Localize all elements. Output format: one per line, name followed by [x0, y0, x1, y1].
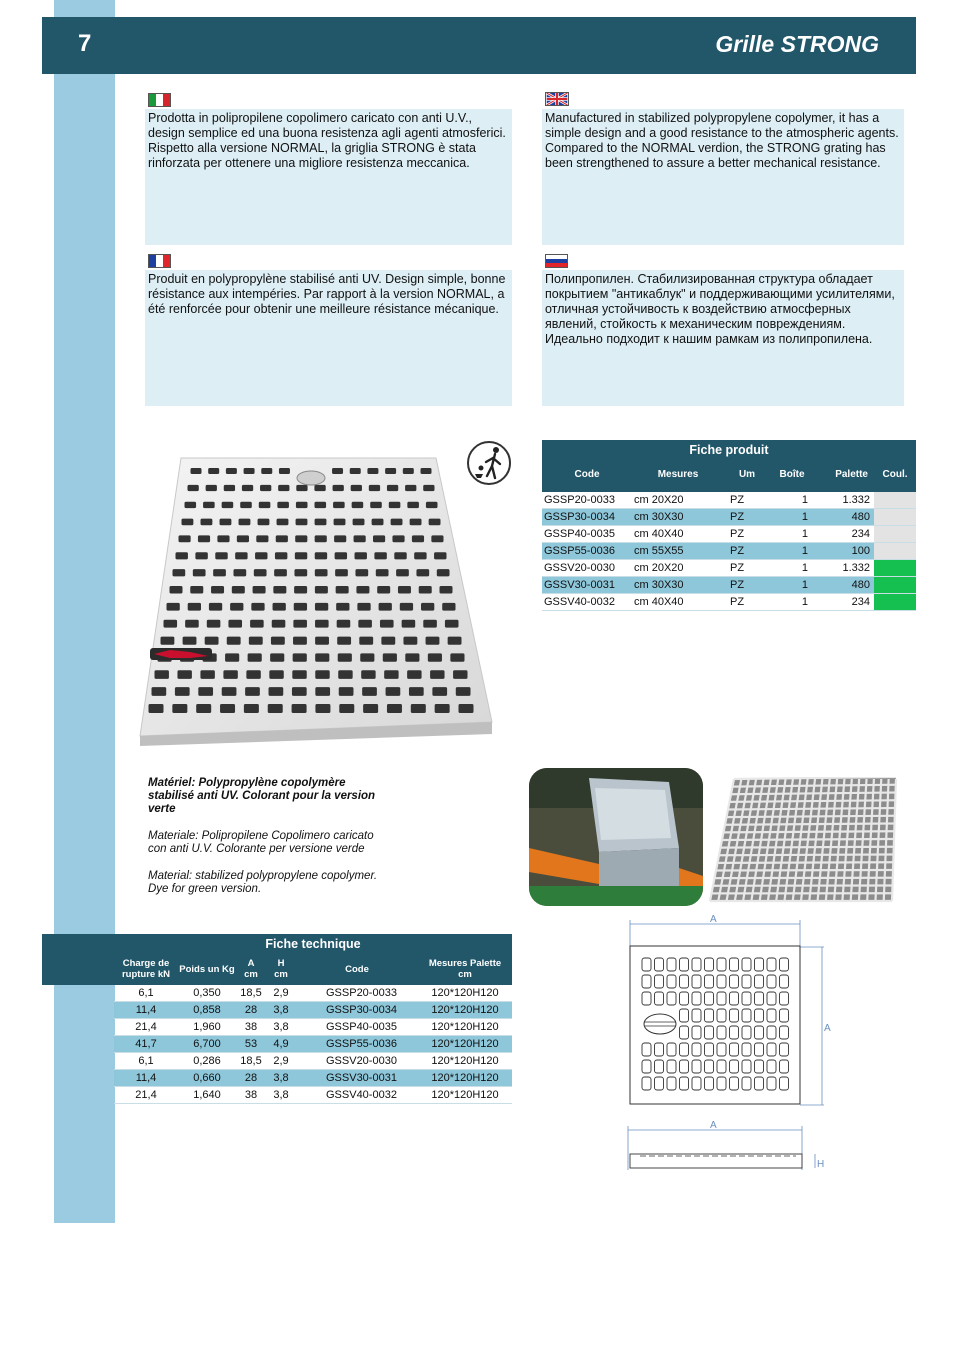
french-flag-icon	[148, 254, 171, 268]
material-it: Materiale: Polipropilene Copolimero caricato con anti U.V. Colorante per versione verde	[148, 830, 374, 855]
page-number: 7	[78, 30, 92, 57]
technical-cell-code: GSSP55-0036	[326, 1038, 397, 1050]
technical-cell-kg: 1,960	[193, 1021, 221, 1033]
product-cell-mesures: cm 40X40	[634, 596, 684, 608]
technical-row	[114, 985, 512, 1002]
product-cell-code: GSSP40-0035	[544, 528, 615, 540]
technical-cell-code: GSSV20-0030	[326, 1055, 397, 1067]
col-header-poids: Poids un Kg	[179, 963, 235, 975]
product-color-swatch	[874, 577, 916, 593]
col-header-um: Um	[738, 469, 756, 480]
product-row	[542, 594, 916, 611]
product-cell-boite: 1	[801, 494, 808, 506]
grate-product-photo	[136, 452, 496, 748]
technical-cell-kn: 11,4	[135, 1004, 157, 1016]
col-header-palette-line1: Mesures Palette	[428, 958, 502, 969]
technical-cell-h: 3,8	[273, 1021, 289, 1033]
col-header-charge-line1: Charge de	[122, 958, 170, 969]
pedestrian-heel-icon	[465, 440, 513, 486]
technical-cell-code: GSSV40-0032	[326, 1089, 397, 1101]
dimension-h: H	[817, 1159, 825, 1170]
product-row	[542, 543, 916, 560]
technical-row	[114, 1036, 512, 1053]
product-color-swatch	[874, 594, 916, 610]
description-it: Prodotta in polipropilene copolimero caricato con anti U.V., design semplice ed una buona resistenza agli agenti atmosferici. Rispetto alla versione NORMAL, la griglia STRONG è stata rinforzata per ottenere una migliore resistenza meccanica.	[145, 109, 512, 245]
technical-cell-palette: 120*120H120	[431, 1089, 499, 1101]
grating-photo	[708, 777, 898, 903]
technical-cell-kg: 0,858	[193, 1004, 221, 1016]
product-sheet-header	[542, 440, 916, 492]
technical-cell-kn: 6,1	[138, 1055, 154, 1067]
product-cell-palette: 1.332	[842, 562, 870, 574]
technical-sheet-title: Fiche technique	[265, 937, 361, 951]
product-cell-um: PZ	[730, 511, 745, 523]
product-cell-um: PZ	[730, 562, 745, 574]
technical-cell-code: GSSP30-0034	[326, 1004, 397, 1016]
technical-cell-code: GSSP20-0033	[326, 987, 397, 999]
product-cell-code: GSSV20-0030	[544, 562, 615, 574]
product-cell-um: PZ	[730, 528, 745, 540]
col-header-mesures-palette	[418, 958, 512, 980]
technical-cell-h: 3,8	[273, 1072, 289, 1084]
product-cell-um: PZ	[730, 545, 745, 557]
technical-cell-palette: 120*120H120	[431, 1072, 499, 1084]
col-header-a-line2: cm	[244, 969, 258, 980]
product-cell-mesures: cm 30X30	[634, 579, 684, 591]
technical-cell-kn: 21,4	[135, 1021, 157, 1033]
product-cell-boite: 1	[801, 545, 808, 557]
technical-cell-palette: 120*120H120	[431, 1038, 499, 1050]
technical-cell-kg: 0,350	[193, 987, 221, 999]
technical-cell-a: 38	[244, 1021, 258, 1033]
col-header-code-tech: Code	[345, 963, 369, 975]
product-row	[542, 577, 916, 594]
product-row	[542, 492, 916, 509]
product-cell-boite: 1	[801, 511, 808, 523]
technical-cell-kn: 11,4	[135, 1072, 157, 1084]
technical-row	[114, 1053, 512, 1070]
technical-row	[114, 1002, 512, 1019]
technical-cell-code: GSSV30-0031	[326, 1072, 397, 1084]
product-row	[542, 526, 916, 543]
technical-sheet-table	[42, 934, 512, 1104]
product-cell-boite: 1	[801, 579, 808, 591]
col-header-coul: Coul.	[882, 469, 908, 480]
material-fr: Matériel: Polypropylène copolymère stabilisé anti UV. Colorant pour la version verte	[148, 777, 376, 815]
technical-cell-palette: 120*120H120	[431, 1004, 499, 1016]
col-header-charge	[114, 958, 178, 980]
material-description	[148, 777, 388, 910]
product-cell-code: GSSV30-0031	[544, 579, 615, 591]
technical-cell-kn: 41,7	[135, 1038, 157, 1050]
technical-cell-h: 2,9	[273, 1055, 289, 1067]
italian-flag-icon	[148, 93, 171, 107]
product-cell-um: PZ	[730, 596, 745, 608]
product-cell-um: PZ	[730, 494, 745, 506]
col-header-boite: Boîte	[779, 469, 805, 480]
product-cell-mesures: cm 40X40	[634, 528, 684, 540]
page-title: Grille STRONG	[715, 31, 879, 57]
technical-cell-kg: 6,700	[193, 1038, 221, 1050]
product-cell-boite: 1	[801, 596, 808, 608]
product-cell-um: PZ	[730, 579, 745, 591]
dimension-a-bottom: A	[710, 1120, 717, 1131]
technical-cell-kg: 1,640	[193, 1089, 221, 1101]
technical-drawing	[620, 910, 840, 1175]
product-cell-mesures: cm 20X20	[634, 494, 684, 506]
col-header-palette-line2: cm	[458, 969, 472, 980]
col-header-h-line1: H	[277, 958, 285, 969]
uk-flag-icon	[545, 92, 569, 106]
technical-cell-a: 28	[244, 1072, 258, 1084]
product-sheet-table	[542, 440, 916, 611]
product-cell-palette: 100	[851, 545, 870, 557]
technical-cell-a: 18,5	[240, 1055, 262, 1067]
technical-cell-a: 38	[244, 1089, 258, 1101]
product-color-swatch	[874, 526, 916, 542]
col-header-h-line2: cm	[274, 969, 288, 980]
product-cell-mesures: cm 55X55	[634, 545, 684, 557]
product-cell-palette: 480	[851, 511, 870, 523]
technical-cell-h: 2,9	[273, 987, 289, 999]
technical-cell-a: 28	[244, 1004, 258, 1016]
product-cell-mesures: cm 30X30	[634, 511, 684, 523]
description-ru: Полипропилен. Стабилизированная структура обладает покрытием "антикаблук" и поддерживающими усилителями, отличная устойчивость к воздействию атмосферных явлений, стойкость к механическим повреждениям. Идеально подходит к нашим рамкам из полипропилена.	[542, 270, 904, 406]
product-cell-code: GSSP55-0036	[544, 545, 615, 557]
product-cell-code: GSSP30-0034	[544, 511, 615, 523]
russian-flag-icon	[545, 254, 568, 268]
technical-sheet-header	[42, 934, 512, 985]
col-header-a	[236, 958, 266, 980]
product-color-swatch	[874, 509, 916, 525]
product-sheet-title: Fiche produit	[689, 443, 769, 457]
technical-cell-kn: 6,1	[138, 987, 154, 999]
description-fr: Produit en polypropylène stabilisé anti UV. Design simple, bonne résistance aux intempéries. Par rapport à la version NORMAL, a été renforcée pour obtenir une meilleure résistance mécanique.	[145, 270, 512, 406]
product-cell-palette: 234	[851, 596, 870, 608]
technical-cell-kn: 21,4	[135, 1089, 157, 1101]
technical-cell-a: 18,5	[240, 987, 262, 999]
col-header-palette: Palette	[835, 469, 868, 480]
product-cell-palette: 480	[851, 579, 870, 591]
product-cell-boite: 1	[801, 528, 808, 540]
dimension-a-top: A	[710, 914, 717, 925]
product-cell-palette: 1.332	[842, 494, 870, 506]
col-header-charge-line2: rupture kN	[121, 969, 171, 980]
technical-cell-palette: 120*120H120	[431, 987, 499, 999]
col-header-h	[266, 958, 296, 980]
technical-row	[114, 1087, 512, 1104]
product-cell-code: GSSP20-0033	[544, 494, 615, 506]
col-header-mesures: Mesures	[657, 469, 699, 480]
technical-cell-h: 4,9	[273, 1038, 289, 1050]
product-row	[542, 509, 916, 526]
installation-photo	[529, 768, 703, 906]
col-header-a-line1: A	[247, 958, 255, 969]
technical-cell-h: 3,8	[273, 1089, 289, 1101]
product-cell-palette: 234	[851, 528, 870, 540]
dimension-a-side: A	[824, 1023, 831, 1034]
technical-cell-palette: 120*120H120	[431, 1021, 499, 1033]
material-en: Material: stabilized polypropylene copolymer. Dye for green version.	[148, 870, 378, 895]
product-cell-code: GSSV40-0032	[544, 596, 615, 608]
product-row	[542, 560, 916, 577]
technical-cell-code: GSSP40-0035	[326, 1021, 397, 1033]
product-color-swatch	[874, 560, 916, 576]
col-header-code: Code	[574, 469, 600, 480]
technical-cell-a: 53	[244, 1038, 258, 1050]
product-color-swatch	[874, 492, 916, 508]
technical-cell-h: 3,8	[273, 1004, 289, 1016]
technical-row	[114, 1019, 512, 1036]
technical-row	[114, 1070, 512, 1087]
product-color-swatch	[874, 543, 916, 559]
technical-cell-kg: 0,660	[193, 1072, 221, 1084]
brand-logo	[150, 646, 212, 662]
technical-cell-palette: 120*120H120	[431, 1055, 499, 1067]
product-cell-boite: 1	[801, 562, 808, 574]
product-cell-mesures: cm 20X20	[634, 562, 684, 574]
description-en: Manufactured in stabilized polypropylene copolymer, it has a simple design and a good resistance to the atmospheric agents. Compared to the NORMAL verdion, the STRONG grating has been strengthened to assure a better mechanical resistance.	[542, 109, 904, 245]
technical-cell-kg: 0,286	[193, 1055, 221, 1067]
